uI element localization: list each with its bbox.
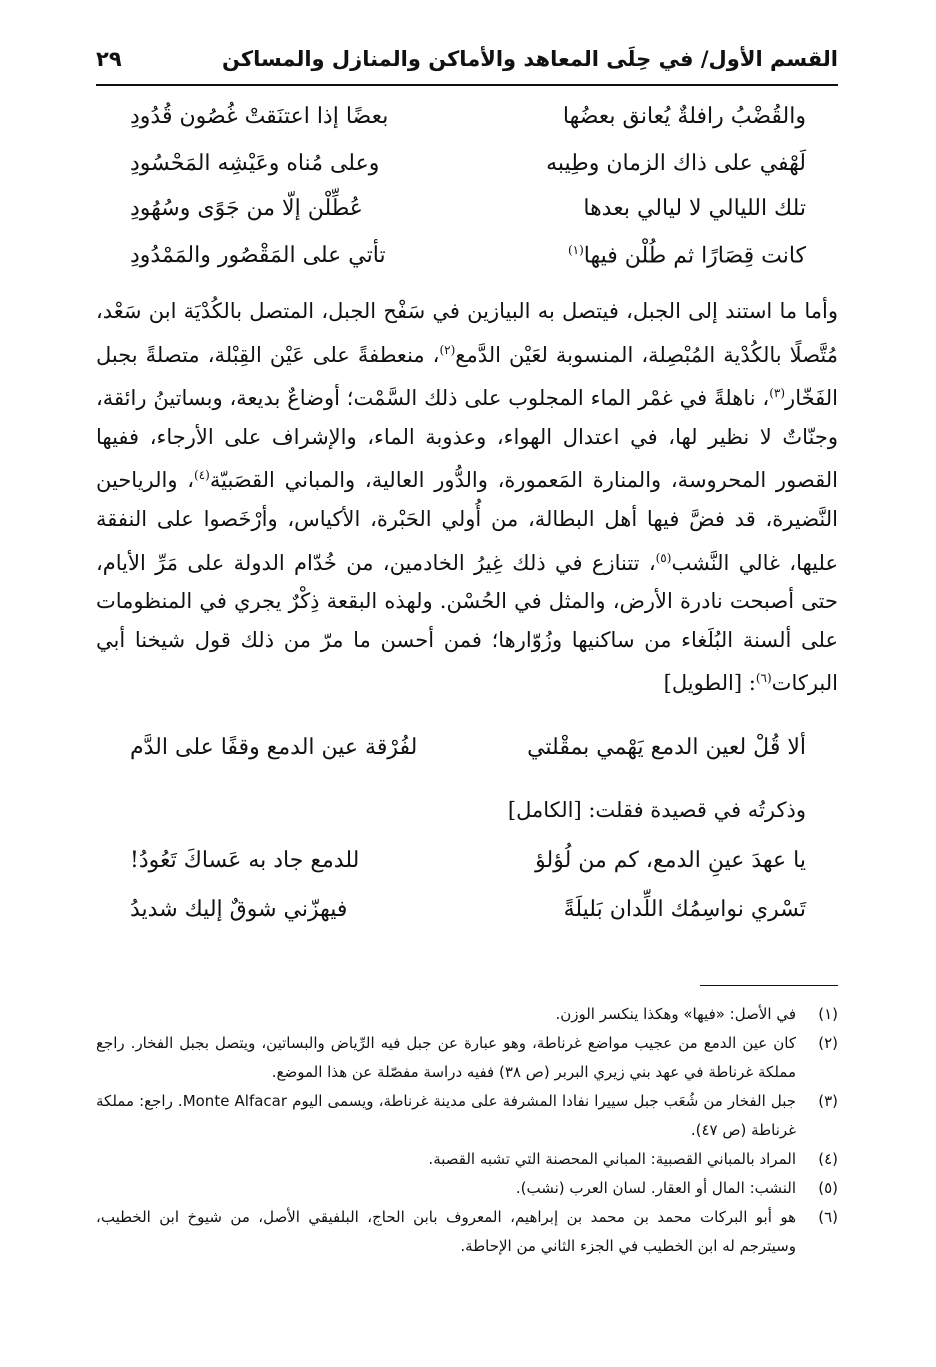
verse-second-hemistich: فيهزّني شوقٌ إليك شديدُ <box>130 897 348 922</box>
verse-text: كانت قِصَارًا ثم طُلْن فيها <box>583 243 806 269</box>
footnote-text: كان عين الدمع من عجيب مواضع غرناطة، وهو عبارة عن جبل فيه الرِّياض والبساتين، ويتصل بجبل الفخار. راجع مملكة غرناطة في عهد بني زيري البربر (ص ٣٨) ففيه دراسة مفصّلة عن هذا الموضع. <box>96 1034 796 1081</box>
footnote <box>96 1203 838 1261</box>
verse-first-hemistich: يا عهدَ عينِ الدمع، كم من لُؤلؤ <box>535 848 806 873</box>
footnote <box>96 1174 838 1203</box>
poem-verse <box>130 104 806 144</box>
footnote <box>96 1145 838 1174</box>
footnote-text: هو أبو البركات محمد بن محمد بن إبراهيم، المعروف بابن الحاج، البلفيقي الأصل، من شيوخ ابن الخطيب، وسيترجم له ابن الخطيب في الجزء الثاني من الإحاطة. <box>96 1208 796 1255</box>
paragraph-text: ، ناهلةً في غمْر الماء المجلوب على ذلك السَّمْت؛ أوضاعٌ بديعة، وبساتينُ رائقة، وجنّاتٌ لا نظير لها، في اعتدال الهواء، وعذوبة الماء، والإشراف على الأرجاء، ففيها القصور المحروسة، والمنارة المَعمورة، والدُّور العالية، والمباني القصَبيّة <box>96 386 838 493</box>
footnote-marker: (٢) <box>439 342 456 357</box>
footnote-number: (٣) <box>818 1092 838 1110</box>
footnote-text: النشب: المال أو العقار. لسان العرب (نشب). <box>515 1179 796 1197</box>
footnote-text: المراد بالمباني القصبية: المباني المحصنة التي تشبه القصبة. <box>428 1150 796 1168</box>
verse-second-hemistich: بعضًا إذا اعتنَقتْ غُصُون قُدُودِ <box>130 104 389 129</box>
paragraph-text: وأما ما استند إلى الجبل، فيتصل به البيازين في سَفْح الجبل، المتصل بالكُدْيَة ابن سَعْد، مُتَّصلًا بالكُدْية المُبْصِلة، المنسوبة لعَيْن الدَّمع <box>96 299 838 367</box>
footnote-marker: (٥) <box>655 550 672 565</box>
footnote-marker: (٦) <box>755 671 772 686</box>
footnote-marker: (١) <box>567 243 584 257</box>
footnote <box>96 1000 838 1029</box>
footnote-marker: (٣) <box>769 386 786 401</box>
page-number: ٢٩ <box>96 47 122 71</box>
footnote-marker: (٤) <box>194 468 210 483</box>
footnote-number: (٦) <box>818 1208 838 1226</box>
poem-verse <box>130 196 806 236</box>
footnote-number: (٤) <box>818 1150 838 1168</box>
poem-verse <box>130 243 806 283</box>
poem-verse <box>130 735 806 775</box>
verse-second-hemistich: عُطِّلْن إلّا من جَوًى وسُهُودِ <box>130 196 363 221</box>
paragraph-text: ، منعطفةً على عَيْن القِبْلة، متصلةً بجبل الفَخّار <box>96 342 838 411</box>
verse-second-hemistich: لفُرْقة عين الدمع وقفًا على الدَّم <box>130 735 418 760</box>
page-header <box>96 34 838 86</box>
verse-first-hemistich: لَهْفي على ذاك الزمان وطِيبه <box>546 151 806 176</box>
mention-line: وذكرتُه في قصيدة فقلت: [الكامل] <box>507 798 806 822</box>
footnote-text: جبل الفخار من شُعَب جبل سييرا نفادا المشرفة على مدينة غرناطة، ويسمى اليوم Monte Alfacar. راجع: مملكة غرناطة (ص ٤٧). <box>96 1092 796 1139</box>
paragraph-text: ، والرياحين النَّضيرة، قد فضَّ فيها أهل البطالة، من أُولي الحَبْرة، الأكياس، وأرْخَصوا على النفقة عليها، غالي النَّشب <box>96 468 838 575</box>
footnote-number: (١) <box>818 1005 838 1023</box>
paragraph-text: : [الطويل] <box>663 671 756 696</box>
poem-verse <box>130 848 806 888</box>
verse-second-hemistich: وعلى مُناه وعَيْشِه المَحْسُودِ <box>130 151 380 176</box>
verse-first-hemistich <box>476 243 806 268</box>
verse-first-hemistich: والقُضْبُ رافلةٌ يُعانق بعضُها <box>562 104 806 129</box>
verse-first-hemistich: تلك الليالي لا ليالي بعدها <box>583 196 806 221</box>
footnote-text: في الأصل: «فيها» وهكذا ينكسر الوزن. <box>555 1005 796 1023</box>
poem-verse <box>130 897 806 937</box>
body-paragraph <box>96 292 838 703</box>
verse-second-hemistich: للدمع جاد به عَساكَ تَعُودُ! <box>130 848 360 873</box>
footnote <box>96 1029 838 1087</box>
footnote-number: (٥) <box>818 1179 838 1197</box>
verse-first-hemistich: تَسْري نواسِمُك اللِّدان بَليلَةً <box>563 897 806 922</box>
running-title: القسم الأول/ في حِلَى المعاهد والأماكن والمنازل والمساكن <box>222 47 838 71</box>
verse-first-hemistich: ألا قُلْ لعين الدمع يَهْمي بمقْلتي <box>527 735 806 760</box>
footnote <box>96 1087 838 1145</box>
verse-second-hemistich: تأتي على المَقْصُور والمَمْدُودِ <box>130 243 386 268</box>
paragraph-text: ، تتنازع في ذلك غِيرُ الخادمين، من خُدّام الدولة على مَرِّ الأيام، حتى أصبحت نادرة الأرض، والمثل في الحُسْن. ولهذه البقعة ذِكْرٌ يجري في المنظومات على ألسنة البُلَغاء من ساكنيها وزُوّارها؛ فمن أحسن ما مرّ من ذلك قول شيخنا أبي البركات <box>96 550 838 696</box>
footnote-separator <box>700 985 838 986</box>
poem-verse <box>130 151 806 191</box>
footnotes <box>96 1000 838 1261</box>
footnote-number: (٢) <box>818 1034 838 1052</box>
